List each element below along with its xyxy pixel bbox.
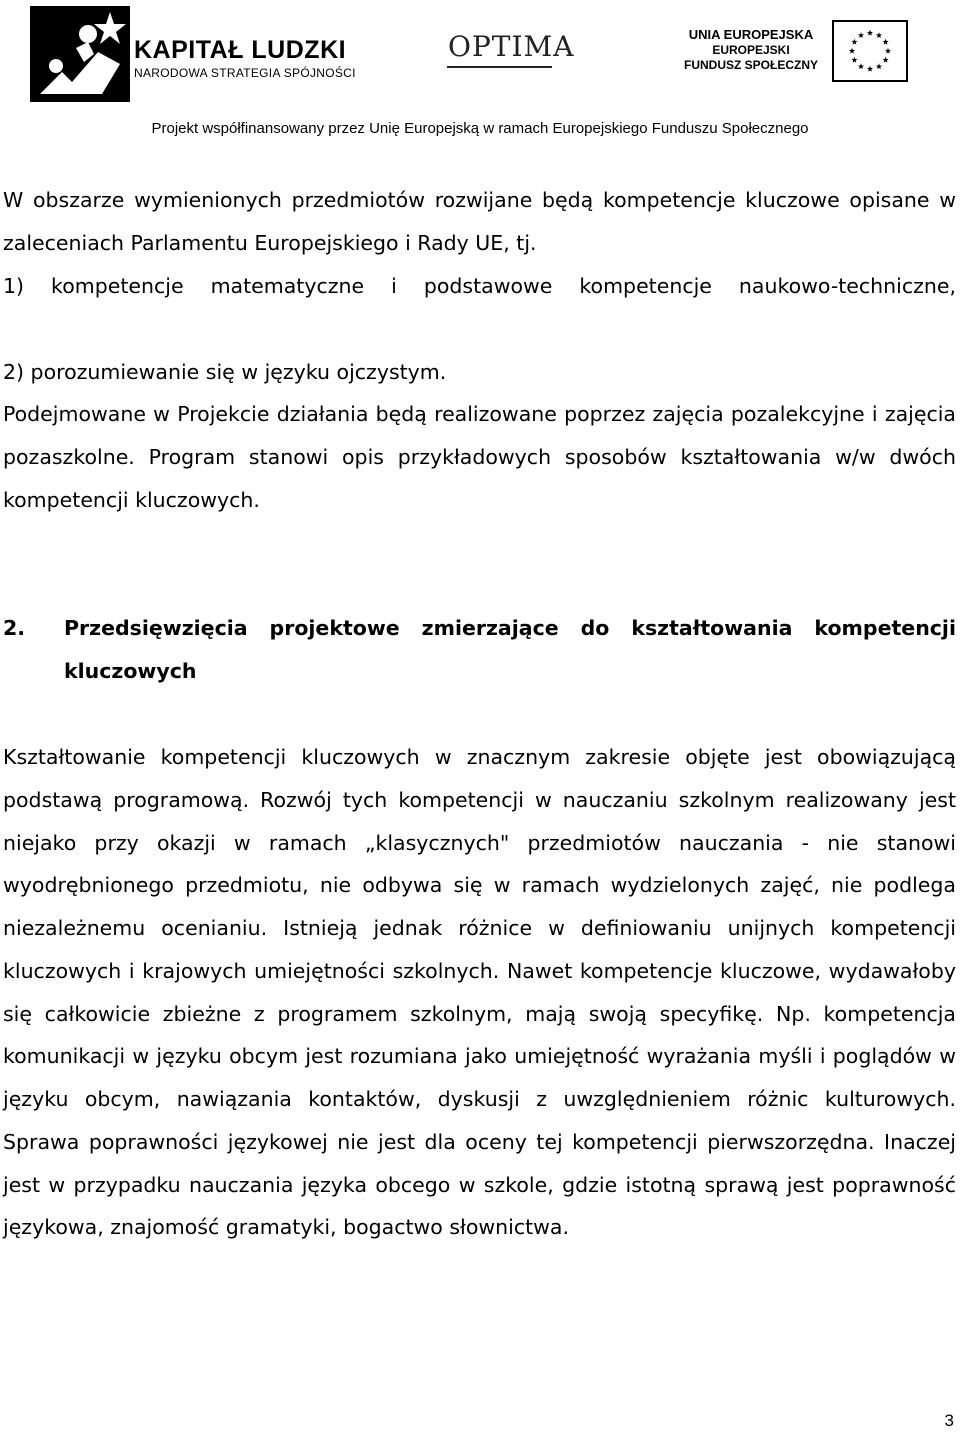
list-item-2: 2) porozumiewanie się w języku ojczystym. — [3, 360, 447, 384]
optima-underline — [447, 66, 552, 68]
intro-paragraph: W obszarze wymienionych przedmiotów rozwijane będą kompetencje kluczowe opisane w zaleceniach Parlamentu Europejskiego i Rady UE, tj. — [3, 188, 956, 255]
eu-flag-icon — [832, 20, 908, 82]
optima-logo: OPTIMA — [448, 30, 575, 63]
kapital-ludzki-wordmark — [134, 36, 356, 80]
main-paragraph: Kształtowanie kompetencji kluczowych w znacznym zakresie objęte jest obowiązującą podstawą programową. Rozwój tych kompetencji w nauczaniu szkolnym realizowany jest niejako przy okazji w ramach „klasycznych" przedmiotów nauczania - nie stanowi wyodrębnionego przedmiotu, nie odbywa się w ramach wydzielonych zajęć, nie podlega niezależnemu ocenianiu. Istnieją jednak różnice w definiowaniu unijnych kompetencji kluczowych i krajowych umiejętności szkolnych. Nawet kompetencje kluczowe, wydawałoby się całkowicie zbieżne z programem szkolnym, mają swoją specyfikę. Np. kompetencja komunikacji w języku obcym jest rozumiana jako umiejętność wyrażania myśli i poglądów w języku obcym, nawiązania kontaktów, dyskusji z uwzględnieniem różnic kulturowych. Sprawa poprawności językowej nie jest dla oceny tej kompetencji pierwszorzędna. Inaczej jest w przypadku nauczania języka obcego w szkole, gdzie istotną sprawą jest poprawność językowa, znajomość gramatyki, bogactwo słownictwa. — [3, 745, 956, 1240]
activities-paragraph: Podejmowane w Projekcie działania będą realizowane poprzez zajęcia pozalekcyjne i zajęcia pozaszkolne. Program stanowi opis przykładowych sposobów kształtowania w/w dwóch kompetencji kluczowych. — [3, 402, 956, 512]
ue-line-1: UNIA EUROPEJSKA — [688, 27, 814, 42]
ue-wordmark — [676, 27, 826, 73]
ue-line-2: EUROPEJSKI — [712, 43, 790, 57]
kl-title: KAPITAŁ LUDZKI — [134, 36, 347, 64]
page-number: 3 — [944, 1411, 954, 1430]
project-tagline: Projekt współfinansowany przez Unię Europejską w ramach Europejskiego Funduszu Społecznego — [151, 120, 809, 137]
kapital-ludzki-logo-icon — [28, 4, 132, 104]
kl-subtitle: NARODOWA STRATEGIA SPÓJNOŚCI — [134, 66, 356, 80]
ue-line-3: FUNDUSZ SPOŁECZNY — [683, 58, 818, 72]
section-title: Przedsięwzięcia projektowe zmierzające do kształtowania kompetencji kluczowych — [64, 616, 956, 683]
section-number: 2. — [3, 616, 26, 640]
list-item-1: 1) kompetencje matematyczne i podstawowe kompetencje naukowo-techniczne, — [3, 274, 956, 298]
page-header — [0, 0, 960, 150]
